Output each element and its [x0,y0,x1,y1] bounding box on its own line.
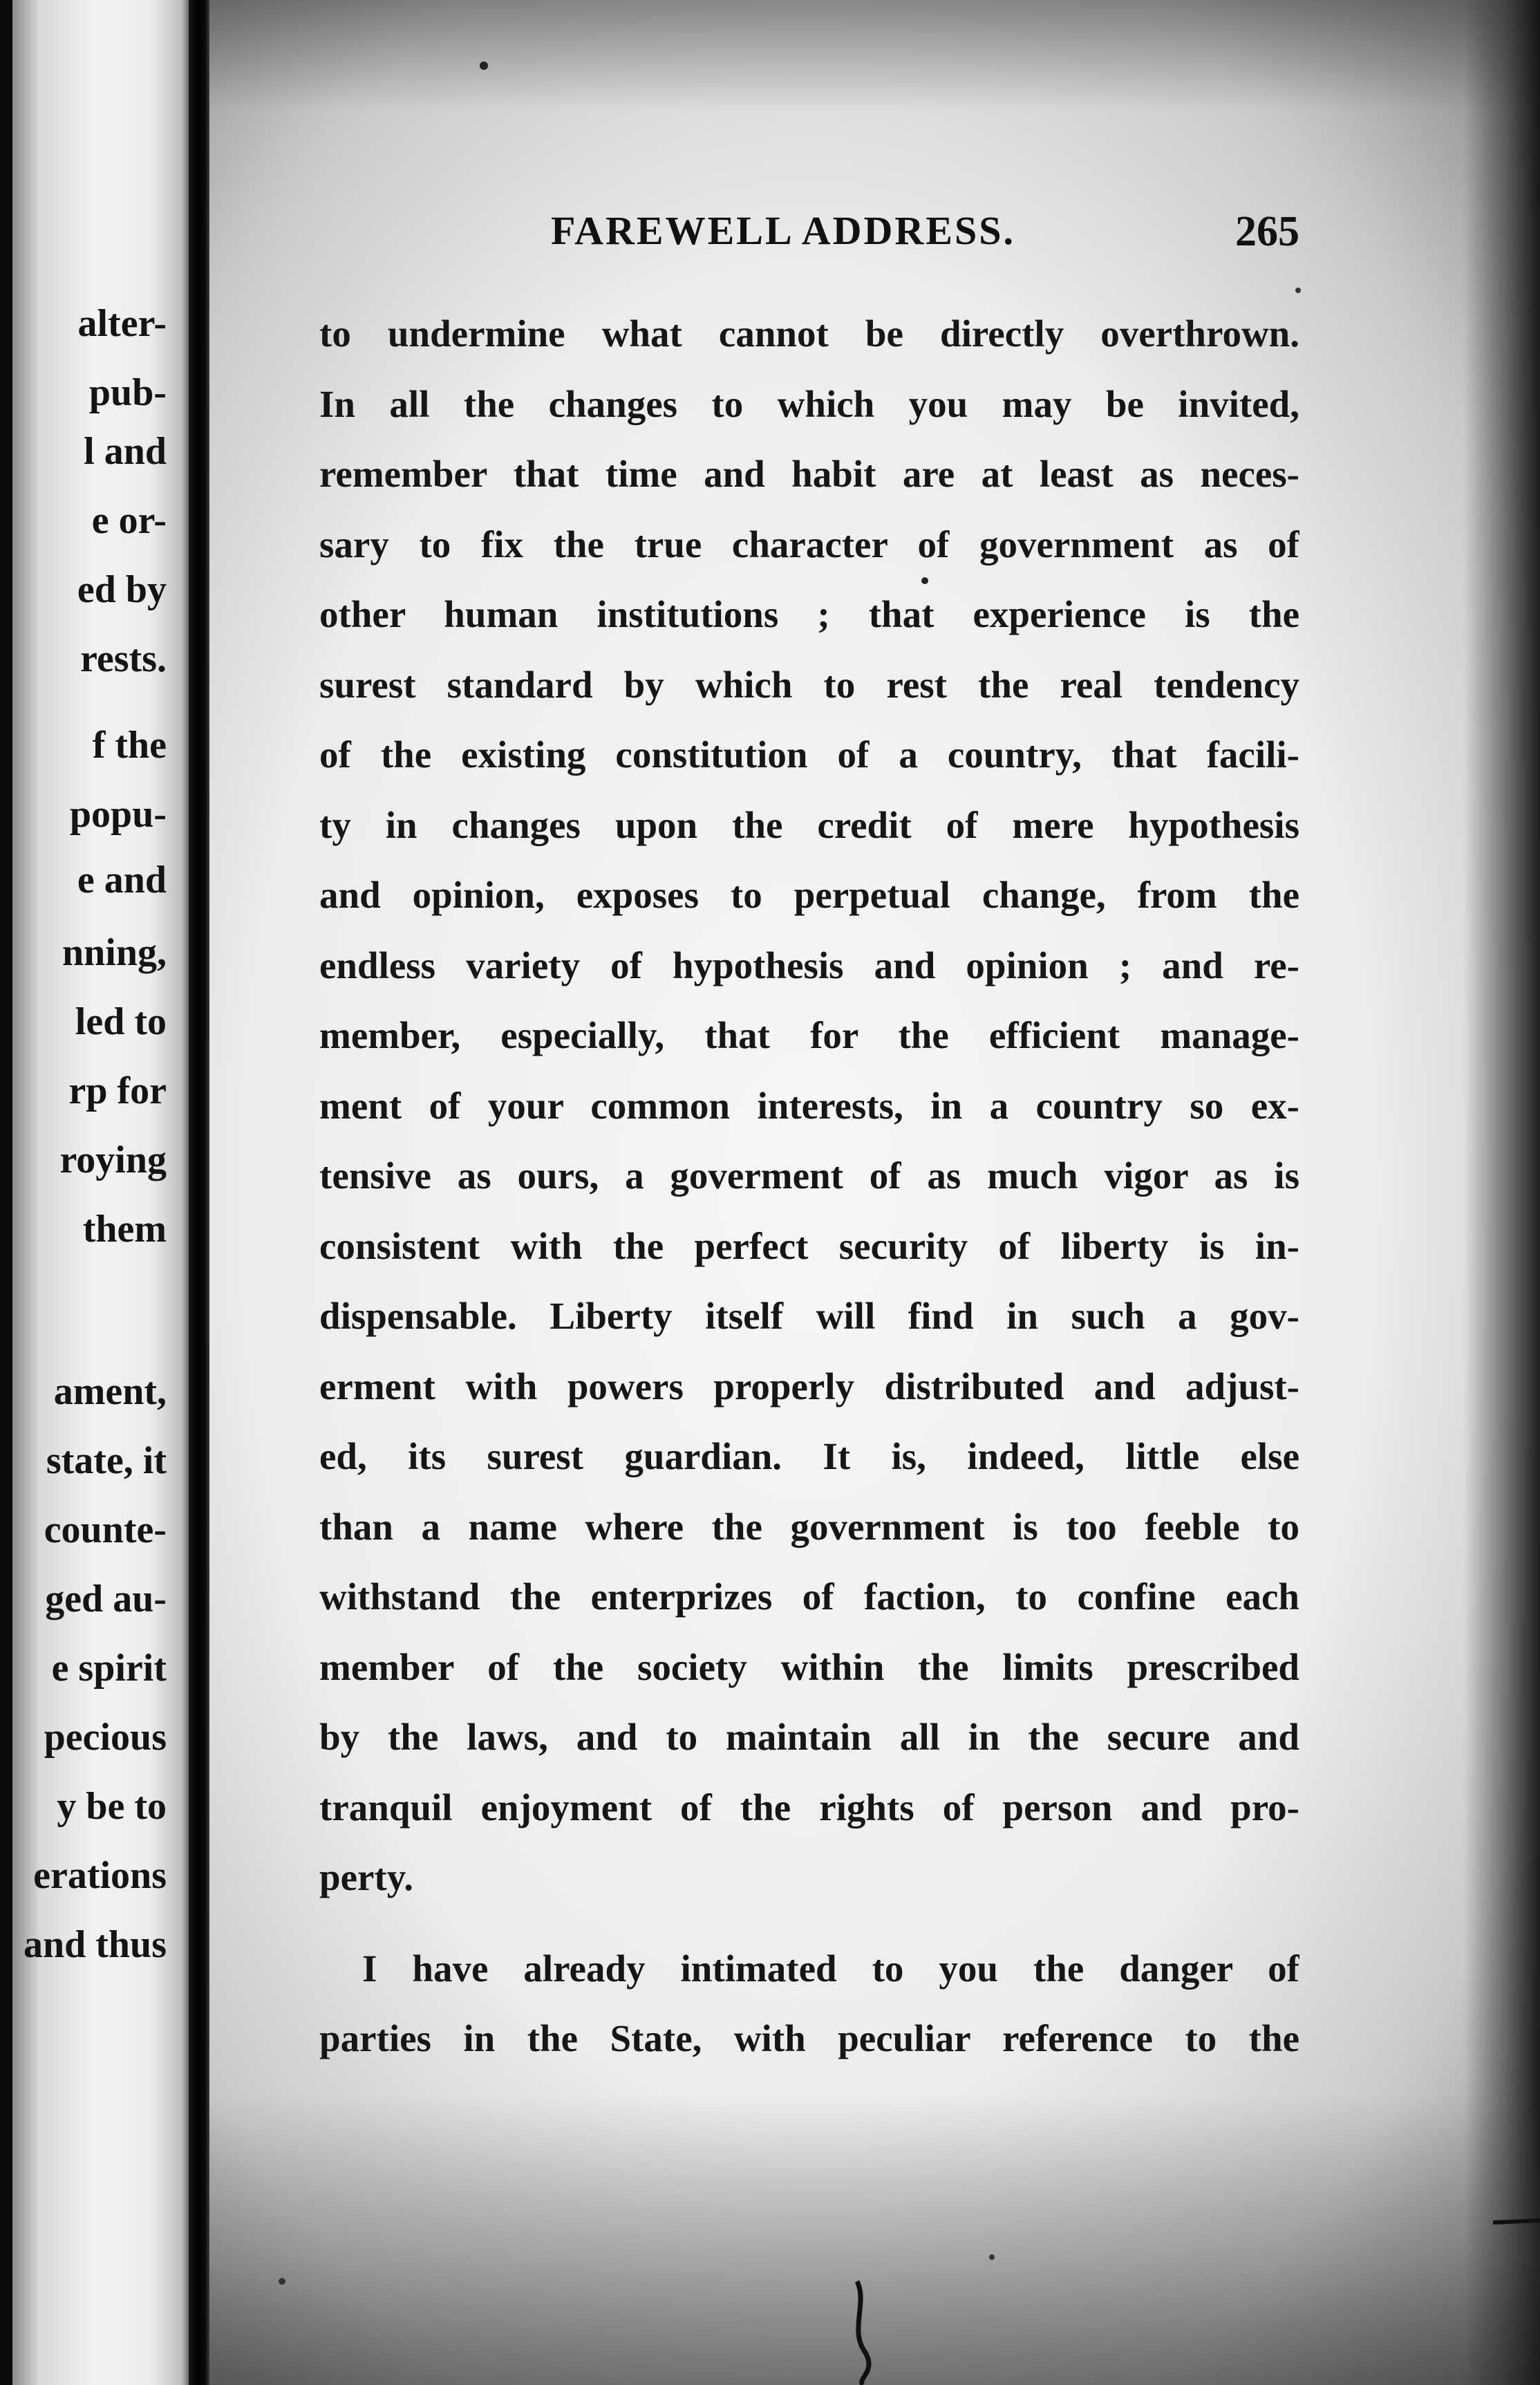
page-top-shadow [209,0,1540,111]
text-line: erment with powers properly distributed and adjust- [319,1365,1299,1407]
text-line: I have already intimated to you the danger of [362,1947,1299,1990]
text-line: tensive as ours, a goverment of as much vigor as is [319,1154,1299,1197]
text-line: sary to fix the true character of government as of [319,523,1299,565]
facing-line: ed by [77,568,167,611]
text-line: by the laws, and to maintain all in the secure and [319,1716,1299,1758]
scan-left-margin [0,0,12,2385]
facing-line: ged au- [45,1578,167,1620]
text-line: than a name where the government is too feeble to [319,1505,1299,1548]
text-line: withstand the enterprizes of faction, to confine each [319,1575,1299,1618]
facing-line: nning, [62,931,167,974]
facing-line: pub- [88,371,167,414]
text-line: surest standard by which to rest the real tendency [319,663,1299,706]
facing-line: y be to [57,1785,167,1828]
facing-line: state, it [46,1439,167,1482]
text-line: In all the changes to which you may be invited, [319,382,1299,425]
text-line: member of the society within the limits prescribed [319,1645,1299,1688]
facing-line: e and [77,859,167,901]
facing-line: erations [33,1854,167,1897]
text-line: perty. [319,1856,413,1898]
facing-page-fragment [12,0,189,2385]
facing-line: led to [75,1000,167,1043]
facing-line: counte- [44,1508,167,1551]
book-gutter [189,0,209,2385]
facing-line: pecious [44,1716,167,1759]
facing-line: f the [92,724,167,767]
facing-line: them [82,1208,167,1251]
facing-line: alter- [77,302,167,345]
text-line: endless variety of hypothesis and opinion ; and re- [319,944,1299,986]
facing-line: ament, [53,1370,167,1413]
page-bottom-shadow [209,2095,1540,2385]
text-line: ty in changes upon the credit of mere hypothesis [319,803,1299,846]
facing-line: popu- [69,793,167,836]
facing-line: rp for [68,1069,167,1112]
text-line: ment of your common interests, in a country so ex- [319,1084,1299,1127]
text-line: to undermine what cannot be directly overthrown. [319,312,1299,355]
running-head-title: FAREWELL ADDRESS. [551,208,1015,253]
text-line: consistent with the perfect security of liberty is in- [319,1224,1299,1267]
page-right-shadow [1464,0,1540,2385]
text-line: other human institutions ; that experience is the [319,593,1299,635]
text-line: tranquil enjoyment of the rights of person and pro- [319,1786,1299,1828]
text-line: member, especially, that for the efficient manage- [319,1014,1299,1056]
text-line: ed, its surest guardian. It is, indeed, little else [319,1435,1299,1477]
text-line: and opinion, exposes to perpetual change, from the [319,874,1299,916]
facing-line: rests. [80,637,167,680]
body-text [319,299,1299,2074]
paragraph-break [319,1913,1299,1934]
facing-line: l and [84,430,167,473]
text-line: remember that time and habit are at least as neces- [319,453,1299,495]
text-line: parties in the State, with peculiar reference to the [319,2017,1299,2059]
facing-line: e spirit [51,1647,167,1690]
text-line: dispensable. Liberty itself will find in such a gov- [319,1295,1299,1337]
facing-line: roying [59,1139,167,1181]
text-line: of the existing constitution of a country, that facili- [319,733,1299,776]
facing-line: e or- [91,499,167,542]
facing-line: and thus [23,1923,167,1966]
running-head [344,207,1299,263]
page-number: 265 [1235,208,1299,255]
